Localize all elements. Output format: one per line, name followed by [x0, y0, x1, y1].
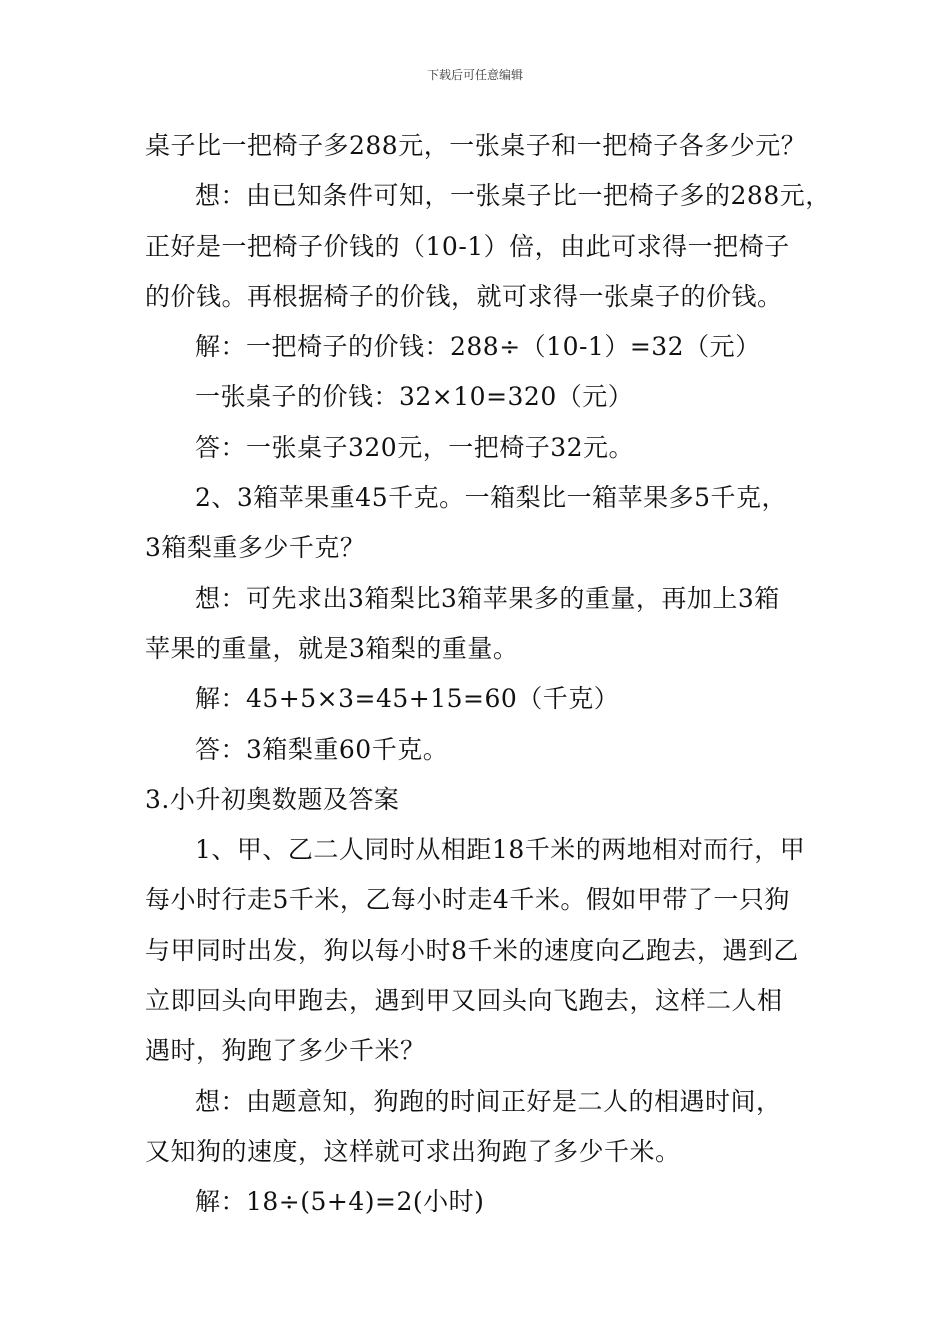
- text-line: 一张桌子的价钱：32×10=320（元）: [195, 382, 634, 412]
- page-header: 下载后可任意编辑: [426, 68, 523, 82]
- text-line: 答：一张桌子320元，一把椅子32元。: [195, 432, 635, 462]
- text-line: 桌子比一把椅子多288元，一张桌子和一把椅子各多少元？: [145, 131, 807, 160]
- text-line: 与甲同时出发，狗以每小时8千米的速度向乙跑去，遇到乙: [145, 935, 799, 965]
- text-line: 立即回头向甲跑去，遇到甲又回头向飞跑去，这样二人相: [145, 986, 783, 1016]
- text-line: 解：18÷(5+4)=2(小时): [195, 1187, 485, 1217]
- document-body: [145, 128, 835, 1235]
- text-line: 想：可先求出3箱梨比3箱苹果多的重量，再加上3箱: [195, 583, 780, 613]
- text-line: 苹果的重量，就是3箱梨的重量。: [145, 633, 519, 663]
- text-line: 1、甲、乙二人同时从相距18千米的两地相对而行，甲: [195, 835, 806, 865]
- text-line: 解：一把椅子的价钱：288÷（10-1）=32（元）: [195, 332, 761, 362]
- text-line: 的价钱。再根据椅子的价钱，就可求得一张桌子的价钱。: [145, 281, 783, 311]
- text-line: 想：由已知条件可知，一张桌子比一把椅子多的288元，: [195, 181, 831, 211]
- text-line: 2、3箱苹果重45千克。一箱梨比一箱苹果多5千克，: [195, 483, 788, 513]
- text-line: 又知狗的速度，这样就可求出狗跑了多少千米。: [145, 1136, 681, 1166]
- section-heading: 3.小升初奥数题及答案: [145, 784, 400, 814]
- text-line: 解：45+5×3=45+15=60（千克）: [195, 684, 620, 714]
- text-line: 每小时行走5千米，乙每小时走4千米。假如甲带了一只狗: [145, 885, 790, 915]
- text-line: 遇时，狗跑了多少千米？: [145, 1036, 426, 1066]
- text-line: 3箱梨重多少千克？: [145, 533, 366, 563]
- text-line: 正好是一把椅子价钱的（10-1）倍，由此可求得一把椅子: [145, 231, 790, 261]
- text-line: 想：由题意知，狗跑的时间正好是二人的相遇时间，: [195, 1086, 782, 1116]
- text-line: 答：3箱梨重60千克。: [195, 734, 449, 764]
